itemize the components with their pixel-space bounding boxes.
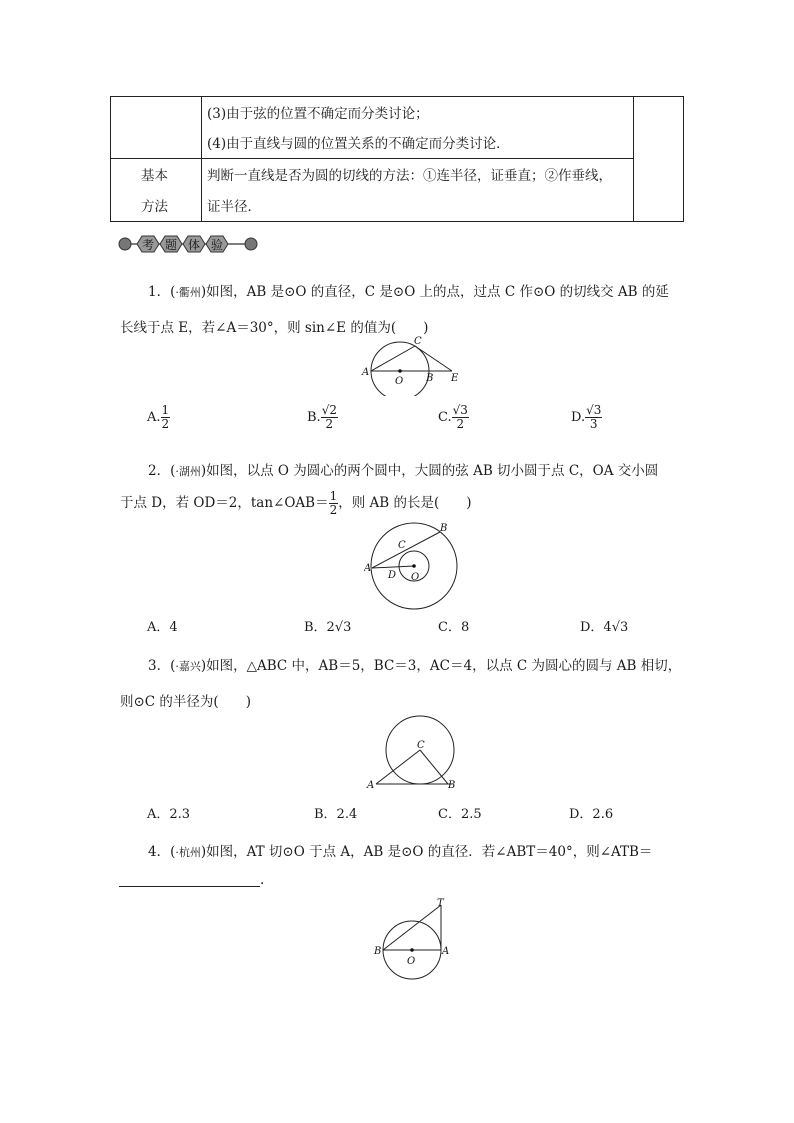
question-3-line1 [148, 654, 681, 674]
question-4-line1 [148, 840, 652, 860]
option-3D[interactable]: D．2.6 [569, 807, 614, 822]
question-text: )如图，AT 切⊙O 于点 A，AB 是⊙O 的直径．若∠ABT＝40°，则∠ATB＝ [200, 844, 653, 860]
table-text: 证半径． [207, 199, 261, 215]
option-1C[interactable]: C. $\frac{√3}{2}$ [438, 403, 468, 431]
question-text: )如图，以点 O 为圆心的两个圆中，大圆的弦 AB 切小圆于点 C，OA 交小圆 [200, 463, 659, 479]
label-E: E [451, 373, 459, 384]
label-B: B [448, 780, 456, 791]
question-2-line2: 于点 D，若 OD＝2，tan∠OAB＝ $\frac{1}{2}$ ，则 AB 的长是( ) [120, 489, 472, 517]
banner-char: 体 [188, 238, 201, 252]
table-text: (3)由于弦的位置不确定而分类讨论； [207, 106, 429, 122]
question-number: 1．( [148, 284, 176, 300]
table-text: 判断一直线是否为圆的切线的方法：①连半径，证垂直；②作垂线， [207, 168, 612, 184]
banner-char: 验 [211, 238, 224, 252]
method-table [110, 96, 684, 222]
option-3B[interactable]: B．2.4 [314, 807, 358, 822]
label-C: C [398, 540, 406, 551]
label-B: B [426, 373, 434, 384]
option-1B[interactable]: B. $\frac{√2}{2}$ [307, 403, 337, 431]
question-1-line2: 长线于点 E，若∠A＝30°，则 sin∠E 的值为( ) [120, 320, 429, 336]
source-city: ·嘉兴 [175, 660, 201, 673]
option-3A[interactable]: A．2.3 [147, 807, 191, 822]
answer-blank[interactable] [119, 886, 260, 887]
source-city: ·杭州 [175, 846, 201, 859]
option-2B[interactable]: B．2√3 [304, 620, 352, 635]
label-A: A [367, 780, 375, 791]
label-O: O [407, 956, 416, 967]
table-text: (4)由于直线与圆的位置关系的不确定而分类讨论． [207, 136, 510, 152]
question-1-line1 [148, 280, 669, 300]
table-row-divider [111, 158, 634, 159]
option-2D[interactable]: D．4√3 [580, 620, 629, 635]
label-C: C [414, 336, 422, 347]
option-1D[interactable]: D. $\frac{√3}{3}$ [571, 403, 602, 431]
question-number: 4．( [148, 844, 176, 860]
section-banner [117, 233, 259, 255]
banner-char: 题 [165, 238, 178, 252]
figure-q4 [370, 898, 460, 982]
table-label: 方法 [141, 199, 168, 215]
label-A: A [362, 367, 370, 378]
table-label: 基本 [141, 168, 168, 184]
label-A: A [364, 563, 372, 574]
option-3C[interactable]: C．2.5 [438, 807, 482, 822]
question-3-line2: 则⊙C 的半径为( ) [120, 694, 251, 710]
question-2-line1 [148, 459, 658, 479]
option-2C[interactable]: C．8 [438, 620, 470, 635]
label-B: B [374, 946, 382, 957]
question-text: )如图，△ABC 中，AB＝5，BC＝3，AC＝4，以点 C 为圆心的圆与 AB 相切， [200, 658, 682, 674]
question-number: 3．( [148, 658, 176, 674]
label-O: O [395, 376, 404, 387]
figure-q2 [364, 520, 464, 612]
question-4-line2: . [260, 872, 265, 888]
label-D: D [388, 570, 397, 581]
option-2A[interactable]: A．4 [147, 620, 178, 635]
label-B: B [440, 523, 448, 534]
question-number: 2．( [148, 463, 176, 479]
banner-char: 考 [142, 238, 155, 252]
source-city: ·衢州 [175, 286, 201, 299]
source-city: ·湖州 [175, 465, 201, 478]
figure-q3 [364, 714, 464, 792]
question-text: )如图，AB 是⊙O 的直径，C 是⊙O 上的点，过点 C 作⊙O 的切线交 AB 的延 [200, 284, 669, 300]
label-C: C [417, 740, 425, 751]
figure-q1 [360, 334, 470, 396]
table-divider [633, 97, 634, 221]
label-T: T [437, 898, 444, 909]
label-O: O [411, 572, 420, 583]
label-A: A [442, 946, 450, 957]
option-1A[interactable]: A. $\frac{1}{2}$ [147, 403, 170, 431]
table-divider [201, 97, 202, 221]
